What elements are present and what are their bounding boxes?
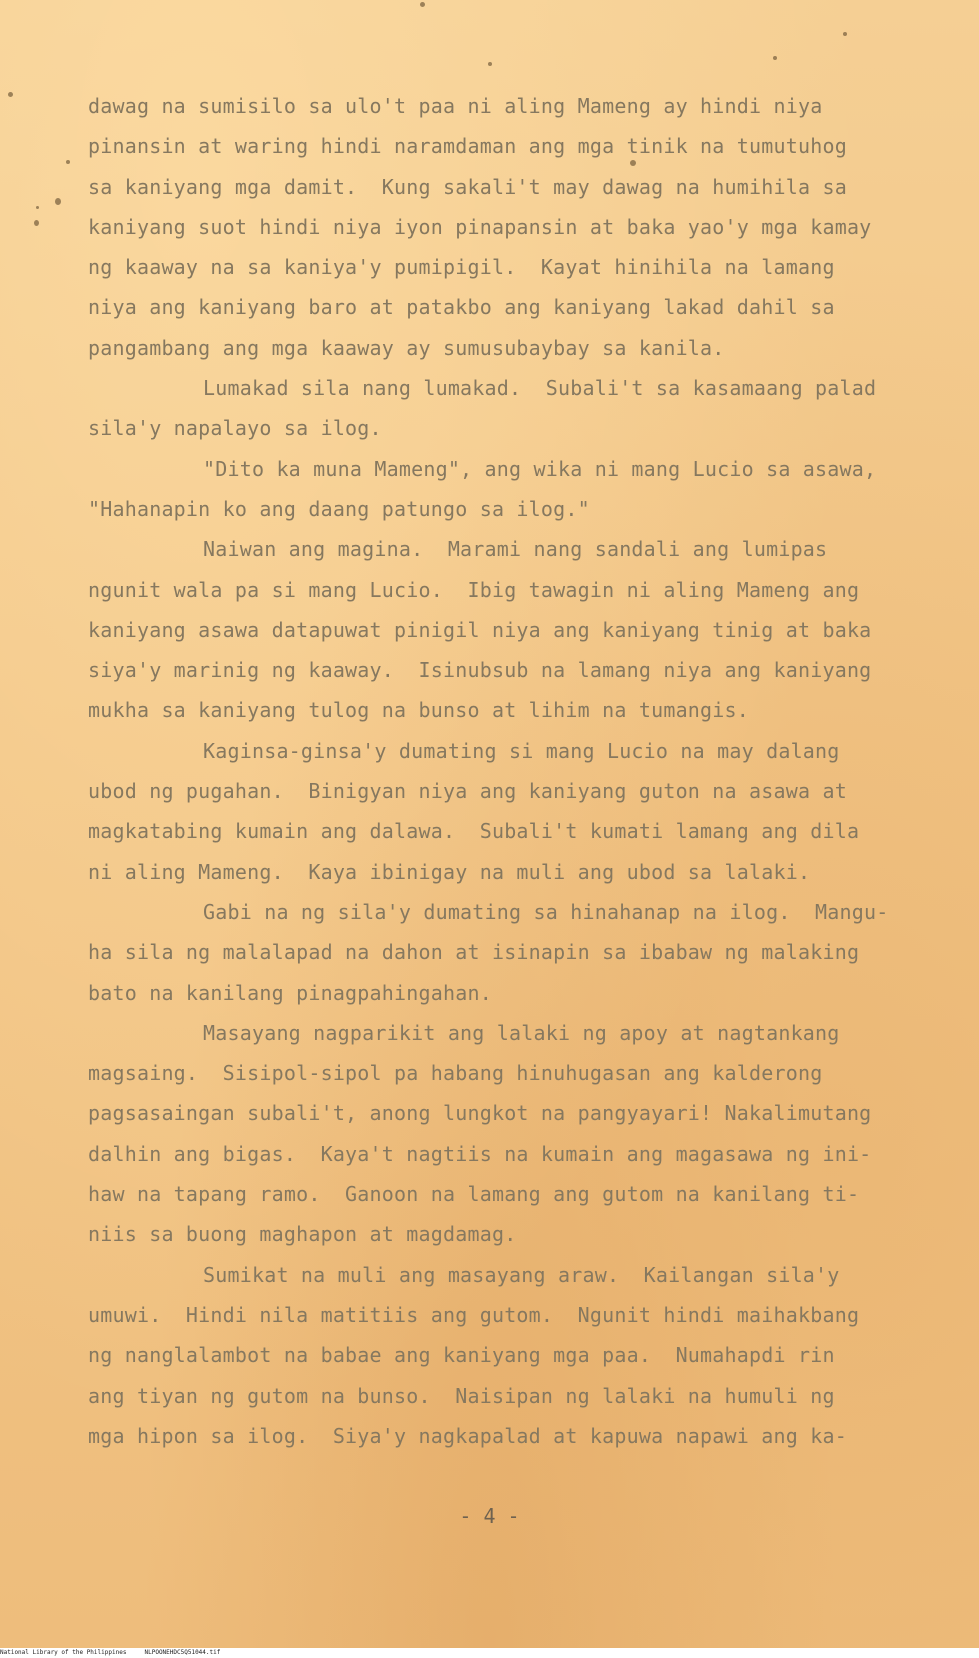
paragraph-first-line: Kaginsa-ginsa'y dumating si mang Lucio na may dalang <box>203 738 840 763</box>
text-line: "Hahanapin ko ang daang patungo sa ilog." <box>88 496 590 521</box>
text-line: ang tiyan ng gutom na bunso. Naisipan ng lalaki na humuli ng <box>88 1383 835 1408</box>
text-line: ni aling Mameng. Kaya ibinigay na muli ang ubod sa lalaki. <box>88 859 811 884</box>
text-line: magsaing. Sisipol-sipol pa habang hinuhugasan ang kalderong <box>88 1061 823 1086</box>
text-line: ng nanglalambot na babae ang kaniyang mga paa. Numahapdi rin <box>88 1343 835 1368</box>
text-line: pangambang ang mga kaaway ay sumusubaybay sa kanila. <box>88 335 725 360</box>
text-line: ngunit wala pa si mang Lucio. Ibig tawagin ni aling Mameng ang <box>88 577 860 602</box>
text-line: pinansin at waring hindi naramdaman ang mga tinik na tumutuhog <box>88 134 847 159</box>
text-line: mga hipon sa ilog. Siya'y nagkapalad at kapuwa napawi ang ka- <box>88 1423 847 1448</box>
text-line: niya ang kaniyang baro at patakbo ang kaniyang lakad dahil sa <box>88 295 835 320</box>
typed-body-text <box>88 86 928 1456</box>
text-line: sa kaniyang mga damit. Kung sakali't may dawag na humihila sa <box>88 174 847 199</box>
stain-mark <box>843 32 847 36</box>
stain-mark <box>488 62 492 66</box>
text-line: sila'y napalayo sa ilog. <box>88 416 382 441</box>
text-line: bato na kanilang pinagpahingahan. <box>88 980 492 1005</box>
stain-mark <box>66 160 70 164</box>
text-line: umuwi. Hindi nila matitiis ang gutom. Ngunit hindi maihakbang <box>88 1302 860 1327</box>
text-line: dawag na sumisilo sa ulo't paa ni aling Mameng ay hindi niya <box>88 94 823 118</box>
stain-mark <box>8 92 13 97</box>
scan-footer-caption: National Library of the Philippines NLPOONEHDC5Q51044.tif <box>0 1648 979 1658</box>
text-line: haw na tapang ramo. Ganoon na lamang ang gutom na kanilang ti- <box>88 1182 860 1207</box>
text-line: ubod ng pugahan. Binigyan niya ang kaniyang guton na asawa at <box>88 779 847 804</box>
text-line: siya'y marinig ng kaaway. Isinubsub na lamang niya ang kaniyang <box>88 658 872 683</box>
paragraph-first-line: Lumakad sila nang lumakad. Subali't sa kasamaang palad <box>203 376 877 401</box>
text-line: kaniyang asawa datapuwat pinigil niya ang kaniyang tinig at baka <box>88 617 872 642</box>
text-line: kaniyang suot hindi niya iyon pinapansin at baka yao'y mga kamay <box>88 214 872 239</box>
text-line: ha sila ng malalapad na dahon at isinapin sa ibabaw ng malaking <box>88 940 860 965</box>
paragraph-first-line: Gabi na ng sila'y dumating sa hinahanap na ilog. Mangu- <box>203 899 889 924</box>
page-number: - 4 - <box>459 1504 520 1528</box>
text-line: dalhin ang bigas. Kaya't nagtiis na kumain ang magasawa ng ini- <box>88 1141 872 1166</box>
paragraph-first-line: Masayang nagparikit ang lalaki ng apoy at nagtankang <box>203 1020 840 1045</box>
text-line: mukha sa kaniyang tulog na bunso at lihim na tumangis. <box>88 698 750 723</box>
paragraph-first-line: "Dito ka muna Mameng", ang wika ni mang Lucio sa asawa, <box>203 456 877 481</box>
text-line: ng kaaway na sa kaniya'y pumipigil. Kayat hinihila na lamang <box>88 255 835 280</box>
stain-mark <box>773 56 777 60</box>
stain-mark <box>36 206 39 209</box>
stain-mark <box>55 198 61 205</box>
paragraph-first-line: Sumikat na muli ang masayang araw. Kailangan sila'y <box>203 1262 840 1287</box>
stain-mark <box>34 220 39 226</box>
text-line: niis sa buong maghapon at magdamag. <box>88 1222 517 1247</box>
text-line: magkatabing kumain ang dalawa. Subali't kumati lamang ang dila <box>88 819 860 844</box>
stain-mark <box>420 2 425 7</box>
text-line: pagsasaingan subali't, anong lungkot na pangyayari! Nakalimutang <box>88 1101 872 1126</box>
paragraph-first-line: Naiwan ang magina. Marami nang sandali ang lumipas <box>203 537 828 562</box>
